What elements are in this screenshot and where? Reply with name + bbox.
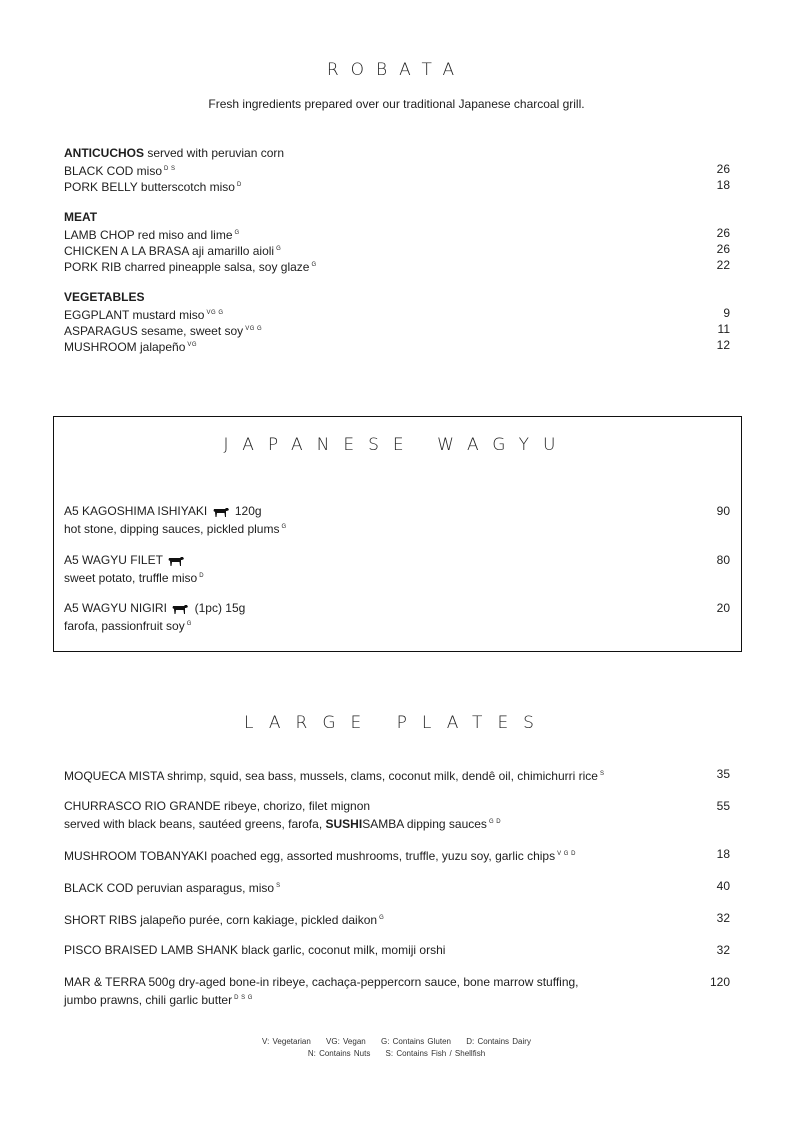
item-tags: V G D [557, 851, 576, 857]
legend-nuts: N: Contains Nuts [307, 1049, 371, 1058]
anticuchos-heading: ANTICUCHOS [64, 146, 144, 160]
item-name: ASPARAGUS sesame, sweet soy [64, 324, 244, 338]
item-name: BLACK COD miso [64, 164, 163, 178]
item-name: A5 WAGYU NIGIRI [64, 601, 167, 615]
menu-item [64, 766, 730, 782]
item-tags: S [276, 883, 281, 889]
item-description: served with black beans, sautéed greens, farofa, [64, 817, 326, 831]
robata-section-title: ROBATA [326, 60, 467, 80]
menu-item [64, 225, 730, 241]
cow-icon [168, 556, 185, 566]
item-description: farofa, passionfruit soy [64, 619, 185, 633]
menu-item [64, 910, 730, 926]
menu-item [64, 846, 730, 862]
item-price: 22 [716, 258, 730, 272]
menu-item [64, 942, 730, 958]
item-description: hot stone, dipping sauces, pickled plums [64, 522, 280, 536]
item-name: BLACK COD peruvian asparagus, miso [64, 881, 275, 895]
item-price: 18 [716, 178, 730, 192]
item-name: LAMB CHOP red miso and lime [64, 228, 233, 242]
dietary-legend-line-1 [0, 1037, 793, 1046]
anticuchos-heading-row [64, 145, 730, 161]
item-description-row [64, 519, 730, 535]
item-name: PORK BELLY butterscotch miso [64, 180, 235, 194]
item-price: 55 [716, 799, 730, 813]
item-name: MOQUECA MISTA shrimp, squid, sea bass, mussels, clams, coconut milk, dendê oil, chimichurri rice [64, 769, 598, 783]
menu-item [64, 257, 730, 273]
menu-item [64, 600, 730, 616]
item-description-row [64, 568, 730, 584]
item-price: 40 [716, 879, 730, 893]
item-weight: (1pc) 15g [194, 601, 246, 615]
legend-gluten: G: Contains Gluten [380, 1037, 452, 1046]
item-name: CHICKEN A LA BRASA aji amarillo aioli [64, 244, 275, 258]
robata-subtitle: Fresh ingredients prepared over our traditional Japanese charcoal grill. [208, 97, 585, 111]
item-name: SHORT RIBS jalapeño purée, corn kakiage, pickled daikon [64, 913, 378, 927]
item-price: 26 [716, 242, 730, 256]
legend-fish-shellfish: S: Contains Fish / Shellfish [385, 1049, 486, 1058]
item-description-row [64, 990, 730, 1006]
item-price: 80 [716, 553, 730, 567]
menu-item [64, 798, 730, 814]
menu-item [64, 878, 730, 894]
item-description-row [64, 616, 730, 632]
dietary-legend-line-2 [0, 1049, 793, 1058]
menu-item [64, 321, 730, 337]
item-price: 90 [716, 504, 730, 518]
item-name: CHURRASCO RIO GRANDE ribeye, chorizo, filet mignon [64, 799, 371, 813]
menu-item [64, 503, 730, 519]
item-price: 26 [716, 162, 730, 176]
item-price: 32 [716, 943, 730, 957]
item-description: sweet potato, truffle miso [64, 571, 198, 585]
item-name: PISCO BRAISED LAMB SHANK black garlic, coconut milk, momiji orshi [64, 943, 446, 957]
item-tags: D S G [234, 995, 253, 1001]
item-tags: G [311, 262, 317, 268]
menu-item [64, 161, 730, 177]
menu-item [64, 552, 730, 568]
item-tags: D [199, 573, 205, 579]
item-tags: G [276, 246, 282, 252]
vegetables-heading: VEGETABLES [64, 290, 145, 304]
item-price: 20 [716, 601, 730, 615]
item-tags: G [379, 915, 385, 921]
large-plates-section-title: LARGE PLATES [244, 713, 549, 733]
item-name: PORK RIB charred pineapple salsa, soy glaze [64, 260, 310, 274]
menu-item [64, 305, 730, 321]
item-price: 32 [716, 911, 730, 925]
item-weight: 120g [234, 504, 262, 518]
item-tags: D S [164, 166, 176, 172]
item-price: 9 [723, 306, 730, 320]
cow-icon [213, 507, 230, 517]
item-tags: G D [488, 819, 502, 825]
item-tags: VG G [245, 326, 263, 332]
item-tags: VG [187, 342, 198, 348]
item-price: 120 [709, 975, 730, 989]
menu-item [64, 974, 730, 990]
item-name: MAR & TERRA 500g dry-aged bone-in ribeye, cachaça-peppercorn sauce, bone marrow stuffing, [64, 975, 579, 989]
item-description-row [64, 814, 730, 830]
legend-vegetarian: V: Vegetarian [262, 1037, 311, 1046]
cow-icon [172, 604, 189, 614]
legend-dairy: D: Contains Dairy [466, 1037, 531, 1046]
item-price: 18 [716, 847, 730, 861]
item-name: EGGPLANT mustard miso [64, 308, 205, 322]
item-name: A5 WAGYU FILET [64, 553, 163, 567]
menu-item [64, 177, 730, 193]
item-tags: S [599, 771, 605, 777]
meat-heading: MEAT [64, 210, 98, 224]
brand-sushi: SUSHI [325, 817, 363, 831]
item-description: jumbo prawns, chili garlic butter [64, 993, 233, 1007]
menu-item [64, 241, 730, 257]
item-tags: G [234, 230, 240, 236]
item-name: MUSHROOM jalapeño [64, 340, 186, 354]
menu-item [64, 337, 730, 353]
wagyu-section-title: JAPANESE WAGYU [223, 435, 570, 455]
item-tags: VG G [206, 310, 224, 316]
item-tags: G [281, 524, 287, 530]
item-price: 26 [716, 226, 730, 240]
item-name: MUSHROOM TOBANYAKI poached egg, assorted mushrooms, truffle, yuzu soy, garlic chips [64, 849, 556, 863]
legend-vegan: VG: Vegan [326, 1037, 366, 1046]
item-price: 12 [716, 338, 730, 352]
item-name: A5 KAGOSHIMA ISHIYAKI [64, 504, 208, 518]
item-price: 11 [717, 322, 730, 336]
anticuchos-note: served with peruvian corn [144, 146, 285, 160]
item-tags: D [236, 182, 242, 188]
item-tags: G [186, 621, 192, 627]
item-price: 35 [716, 767, 730, 781]
item-description-end: SAMBA dipping sauces [362, 817, 487, 831]
